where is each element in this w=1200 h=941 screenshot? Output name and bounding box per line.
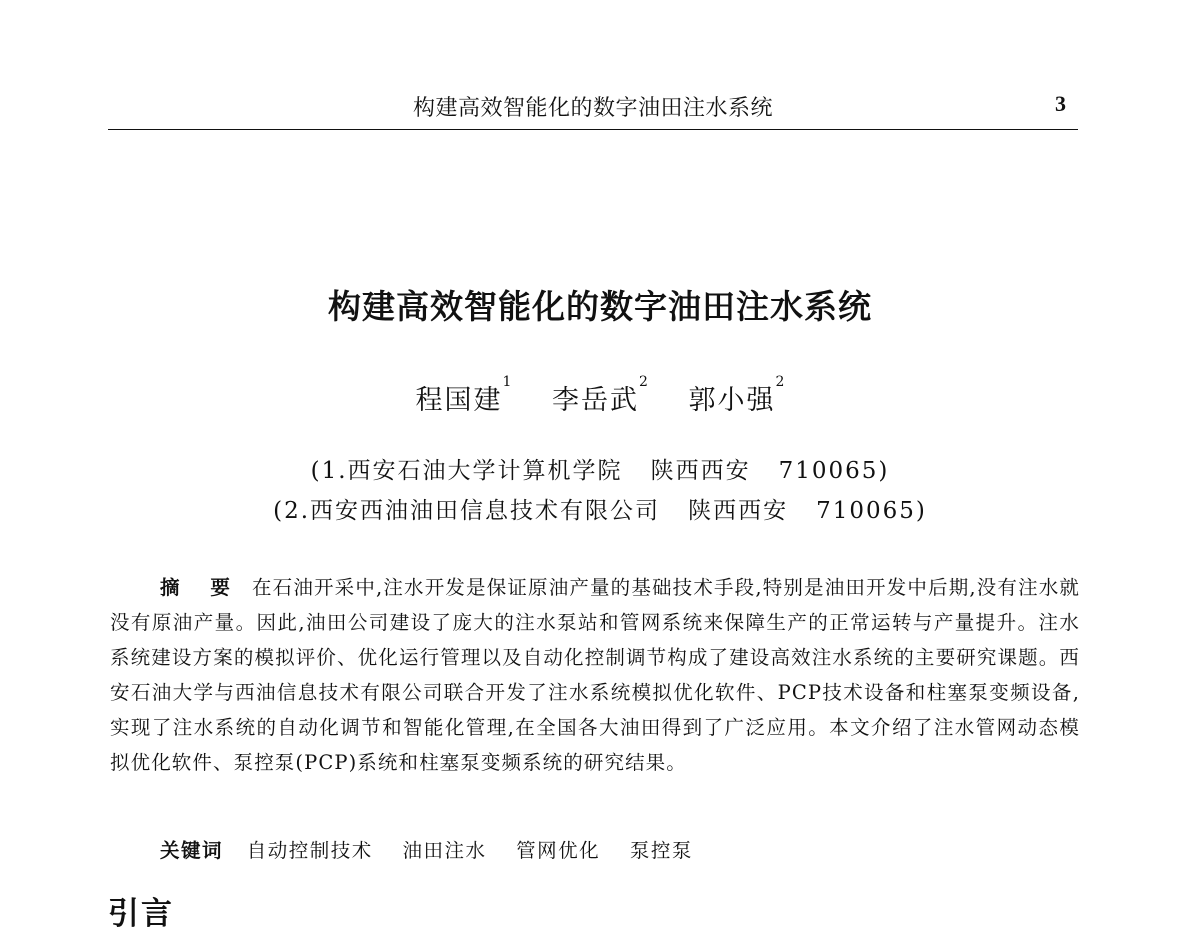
affiliation-postcode: 710065)	[778, 458, 890, 484]
keywords	[160, 835, 715, 863]
abstract	[110, 570, 1080, 780]
running-title: 构建高效智能化的数字油田注水系统	[412, 96, 773, 121]
page-number: 3	[1055, 91, 1066, 116]
section-heading: 引言	[108, 896, 174, 932]
author-name: 李岳武	[552, 385, 640, 416]
affiliation-label: (2.西安西油油田信息技术有限公司	[273, 498, 661, 524]
author-name: 程国建	[415, 385, 503, 416]
affiliation-location: 陕西西安	[688, 498, 789, 524]
affiliation-mark: 2	[775, 374, 785, 390]
affiliation-1	[0, 452, 1200, 485]
running-header	[108, 89, 1078, 130]
author-list	[0, 374, 1200, 417]
keywords-label: 关键词	[160, 839, 224, 862]
keyword: 自动控制技术	[246, 839, 373, 862]
keyword: 油田注水	[402, 839, 487, 862]
keyword: 管网优化	[516, 839, 601, 862]
affiliation-2	[0, 492, 1200, 525]
abstract-text: 在石油开采中,注水开发是保证原油产量的基础技术手段,特别是油田开发中后期,没有注水就没有原油产量。因此,油田公司建设了庞大的注水泵站和管网系统来保障生产的正常运转与产量提升。注水系统建设方案的模拟评价、优化运行管理以及自动化控制调节构成了建设高效注水系统的主要研究课题。西安石油大学与西油信息技术有限公司联合开发了注水系统模拟优化软件、PCP技术设备和柱塞泵变频设备,实现了注水系统的自动化调节和智能化管理,在全国各大油田得到了广泛应用。本文介绍了注水管网动态模拟优化软件、泵控泵(PCP)系统和柱塞泵变频系统的研究结果。	[110, 576, 1081, 774]
author	[688, 374, 785, 417]
keyword: 泵控泵	[629, 839, 693, 862]
affiliation-mark: 2	[639, 374, 648, 390]
affiliation-postcode: 710065)	[816, 498, 927, 524]
affiliation-mark: 1	[502, 374, 512, 390]
affiliation-label: (1.西安石油大学计算机学院	[310, 458, 623, 484]
abstract-label: 摘 要	[160, 576, 242, 599]
author	[415, 374, 512, 417]
affiliation-location: 陕西西安	[650, 458, 751, 484]
author-name: 郭小强	[688, 385, 776, 416]
author	[552, 374, 648, 417]
article-title: 构建高效智能化的数字油田注水系统	[328, 287, 872, 326]
